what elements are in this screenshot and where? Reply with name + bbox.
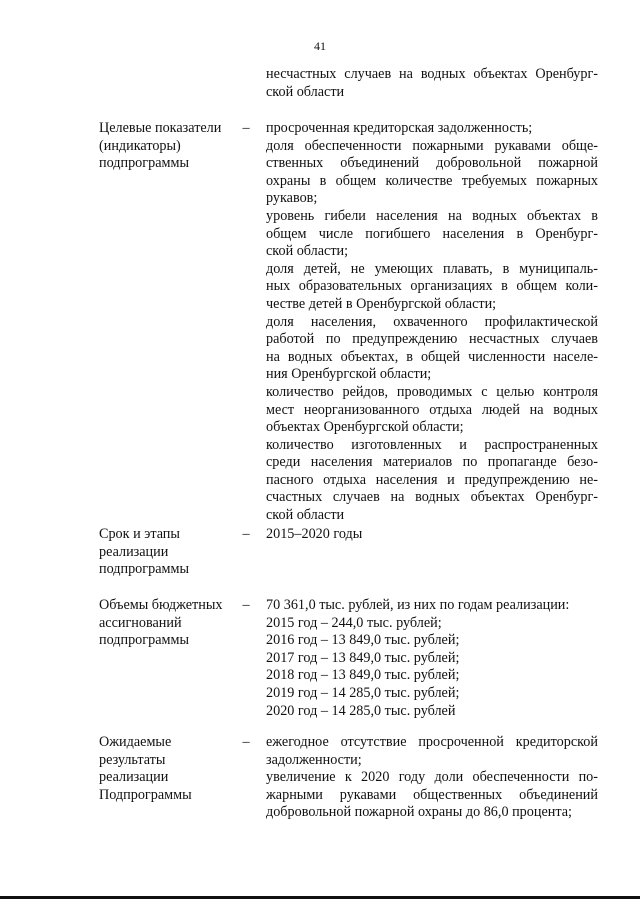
text-line: задолженности; [266,751,362,768]
text-line: мест неорганизованного отдыха людей на водных [266,401,598,418]
page-number: 41 [314,39,326,53]
section-body-indicators [266,120,598,525]
carryover-text [266,66,598,101]
text-line: 2017 год – 13 849,0 тыс. рублей; [266,649,460,666]
text-line: счастных случаев на водных объектах Оренбург- [266,489,598,506]
text-line: честве детей в Оренбургской области; [266,295,497,312]
section-dash: – [242,597,250,613]
text-line: на водных объектах, в общей численности населе- [266,348,598,365]
text-line: несчастных случаев на водных объектах Оренбург- [266,66,598,82]
section-label-indicators: Целевые показатели (индикаторы) подпрограммы [99,120,222,172]
section-dash: – [242,526,250,542]
text-line: охраны в общем количестве требуемых пожарных [266,172,598,189]
text-line: 2018 год – 13 849,0 тыс. рублей; [266,667,460,684]
text-line: ежегодное отсутствие просроченной кредиторской [266,734,598,750]
text-line: доля обеспеченности пожарными рукавами обще- [266,137,598,154]
text-line: работой по предупреждению несчастных случаев [266,331,598,348]
section-body-expected-results [266,734,598,822]
text-line: жарными рукавами общественных объединений [266,786,598,803]
section-body-budget [266,597,598,720]
text-line: уровень гибели населения на водных объектах в [266,207,598,224]
text-line: увеличение к 2020 году доли обеспеченности по- [266,769,598,786]
text-line: рукавов; [266,190,318,207]
text-line: 2015 год – 244,0 тыс. рублей; [266,614,442,631]
section-label-timeframe: Срок и этапы реализации подпрограммы [99,526,189,578]
text-line: 70 361,0 тыс. рублей, из них по годам реализации: [266,597,570,613]
text-line: ственных объединений добровольной пожарной [266,155,598,172]
text-line: количество рейдов, проводимых с целью контроля [266,383,598,400]
text-line: 2019 год – 14 285,0 тыс. рублей; [266,684,460,701]
section-dash: – [242,734,250,750]
text-line: 2015–2020 годы [266,526,363,542]
text-line: ской области [266,507,345,524]
text-line: 2016 год – 13 849,0 тыс. рублей; [266,632,460,649]
text-line: ской области; [266,243,349,260]
text-line: доля детей, не умеющих плавать, в муниципаль- [266,260,598,277]
text-line: ния Оренбургской области; [266,366,432,383]
page-bottom-rule [0,896,640,899]
text-line: 2020 год – 14 285,0 тыс. рублей [266,702,456,719]
text-line: доля населения, охваченного профилактической [266,313,598,330]
section-body-timeframe [266,526,598,544]
text-line: среди населения материалов по пропаганде безо- [266,454,598,471]
text-line: пасного отдыха населения и предупреждению не- [266,471,598,488]
text-line: добровольной пожарной охраны до 86,0 процента; [266,804,572,821]
section-label-budget: Объемы бюджетных ассигнований подпрограммы [99,597,223,649]
section-dash: – [242,120,250,136]
text-line: ской области [266,83,345,100]
text-line: объектах Оренбургской области; [266,419,464,436]
text-line: количество изготовленных и распространенных [266,436,598,453]
text-line: общем числе погибшего населения в Оренбург- [266,225,598,242]
text-line: ных образовательных организациях в общем коли- [266,278,598,295]
text-line: просроченная кредиторская задолженность; [266,120,533,136]
section-label-expected-results: Ожидаемые результаты реализации Подпрограммы [99,734,192,803]
